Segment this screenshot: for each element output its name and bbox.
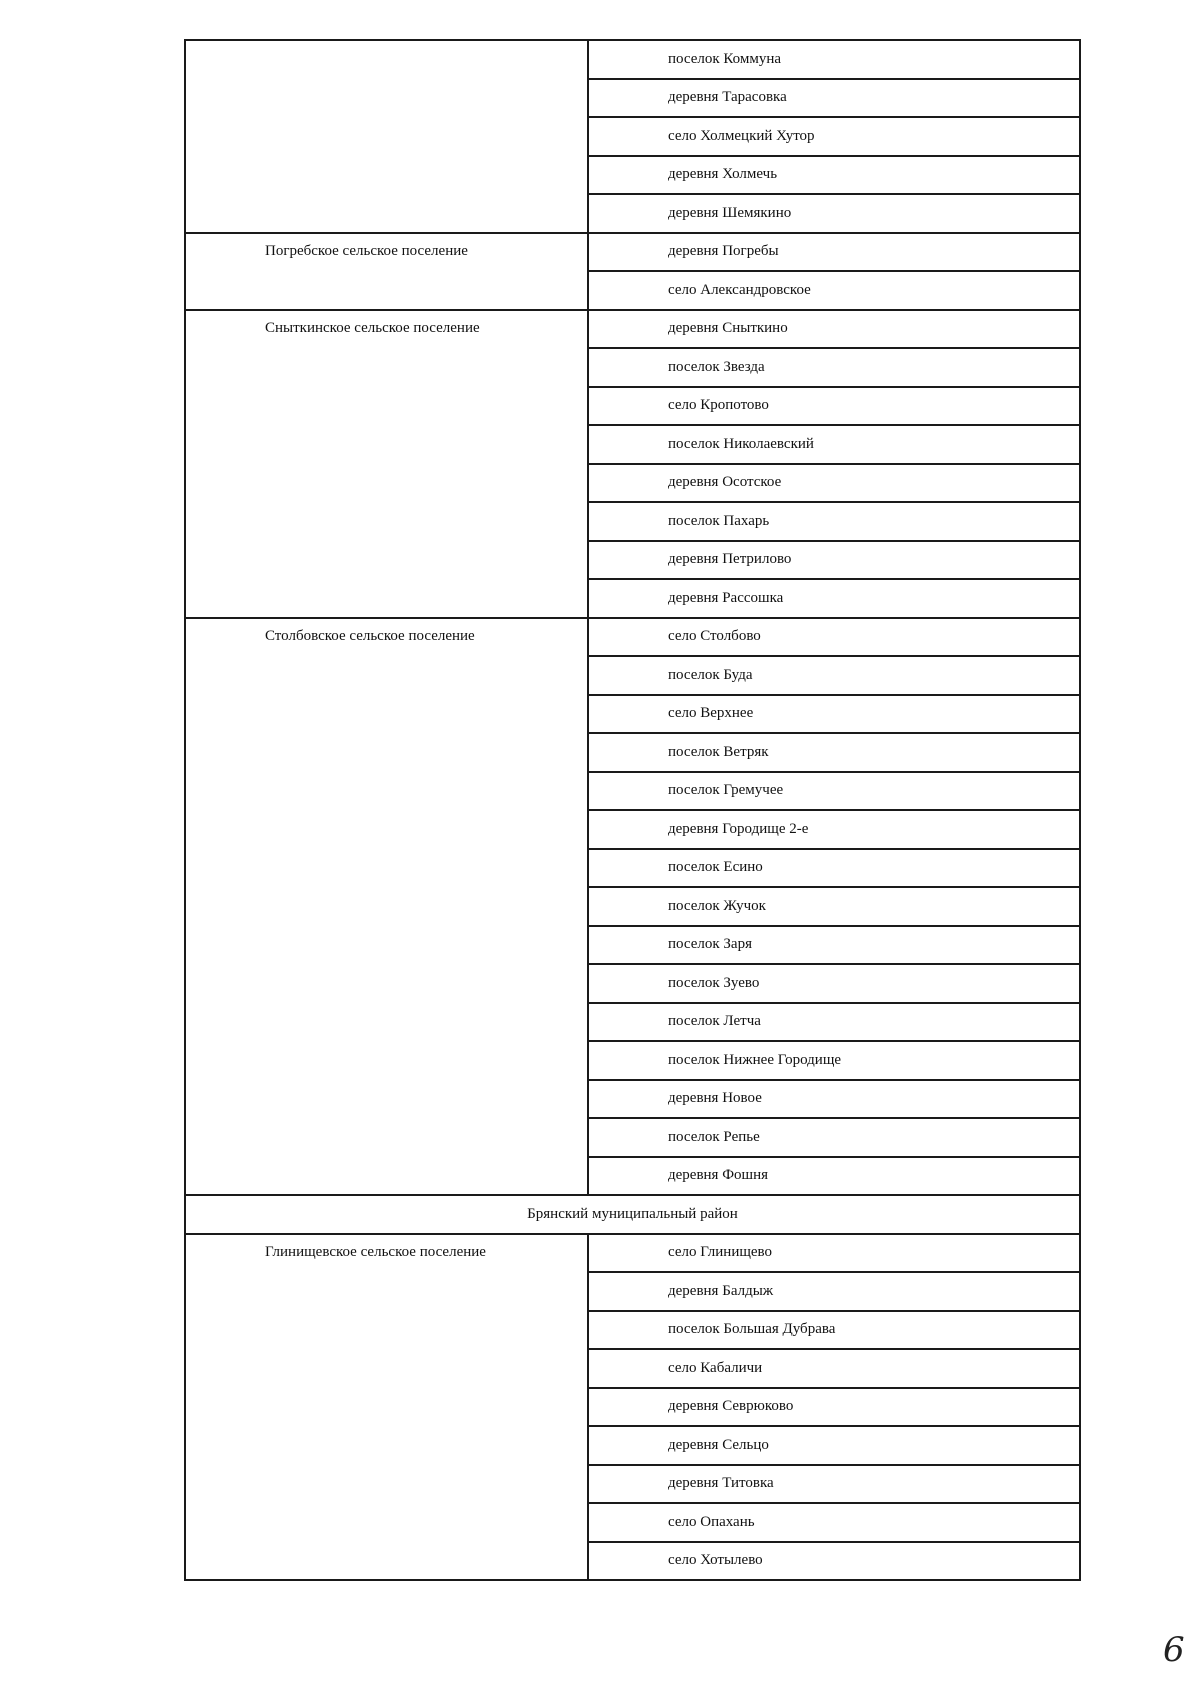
locality-name: поселок Заря xyxy=(588,926,1080,965)
locality-name: поселок Буда xyxy=(588,656,1080,695)
table-row xyxy=(185,40,1080,79)
locality-name: поселок Летча xyxy=(588,1003,1080,1042)
locality-name: село Опахань xyxy=(588,1503,1080,1542)
locality-name: деревня Балдыж xyxy=(588,1272,1080,1311)
locality-name: село Александровское xyxy=(588,271,1080,310)
table-row xyxy=(185,1234,1080,1273)
locality-name: поселок Есино xyxy=(588,849,1080,888)
table-row xyxy=(185,618,1080,657)
locality-name: деревня Петрилово xyxy=(588,541,1080,580)
table-row xyxy=(185,233,1080,272)
district-name: Брянский муниципальный район xyxy=(185,1195,1080,1234)
locality-name: поселок Жучок xyxy=(588,887,1080,926)
locality-name: село Столбово xyxy=(588,618,1080,657)
settlement-name: Глинищевское сельское поселение xyxy=(185,1234,588,1581)
locality-name: деревня Сельцо xyxy=(588,1426,1080,1465)
locality-name: поселок Николаевский xyxy=(588,425,1080,464)
page-number: 6 xyxy=(1163,1630,1185,1670)
locality-name: поселок Нижнее Городище xyxy=(588,1041,1080,1080)
locality-name: деревня Тарасовка xyxy=(588,79,1080,118)
settlement-name xyxy=(185,40,588,233)
locality-name: село Глинищево xyxy=(588,1234,1080,1273)
locality-name: поселок Репье xyxy=(588,1118,1080,1157)
locality-name: село Верхнее xyxy=(588,695,1080,734)
locality-name: поселок Ветряк xyxy=(588,733,1080,772)
district-row xyxy=(185,1195,1080,1234)
locality-name: деревня Погребы xyxy=(588,233,1080,272)
locality-name: деревня Шемякино xyxy=(588,194,1080,233)
locality-name: село Кропотово xyxy=(588,387,1080,426)
locality-name: поселок Большая Дубрава xyxy=(588,1311,1080,1350)
locality-name: деревня Холмечь xyxy=(588,156,1080,195)
locality-name: село Холмецкий Хутор xyxy=(588,117,1080,156)
locality-name: поселок Коммуна xyxy=(588,40,1080,79)
locality-name: деревня Сныткино xyxy=(588,310,1080,349)
settlements-table xyxy=(184,39,1081,1581)
table-row xyxy=(185,310,1080,349)
settlement-name: Столбовское сельское поселение xyxy=(185,618,588,1196)
locality-name: деревня Осотское xyxy=(588,464,1080,503)
settlement-name: Сныткинское сельское поселение xyxy=(185,310,588,618)
locality-name: деревня Титовка xyxy=(588,1465,1080,1504)
locality-name: деревня Городище 2-е xyxy=(588,810,1080,849)
locality-name: село Хотылево xyxy=(588,1542,1080,1581)
locality-name: деревня Севрюково xyxy=(588,1388,1080,1427)
locality-name: деревня Новое xyxy=(588,1080,1080,1119)
locality-name: деревня Фошня xyxy=(588,1157,1080,1196)
locality-name: поселок Зуево xyxy=(588,964,1080,1003)
locality-name: поселок Пахарь xyxy=(588,502,1080,541)
locality-name: поселок Звезда xyxy=(588,348,1080,387)
locality-name: поселок Гремучее xyxy=(588,772,1080,811)
locality-name: село Кабаличи xyxy=(588,1349,1080,1388)
locality-name: деревня Рассошка xyxy=(588,579,1080,618)
settlement-name: Погребское сельское поселение xyxy=(185,233,588,310)
